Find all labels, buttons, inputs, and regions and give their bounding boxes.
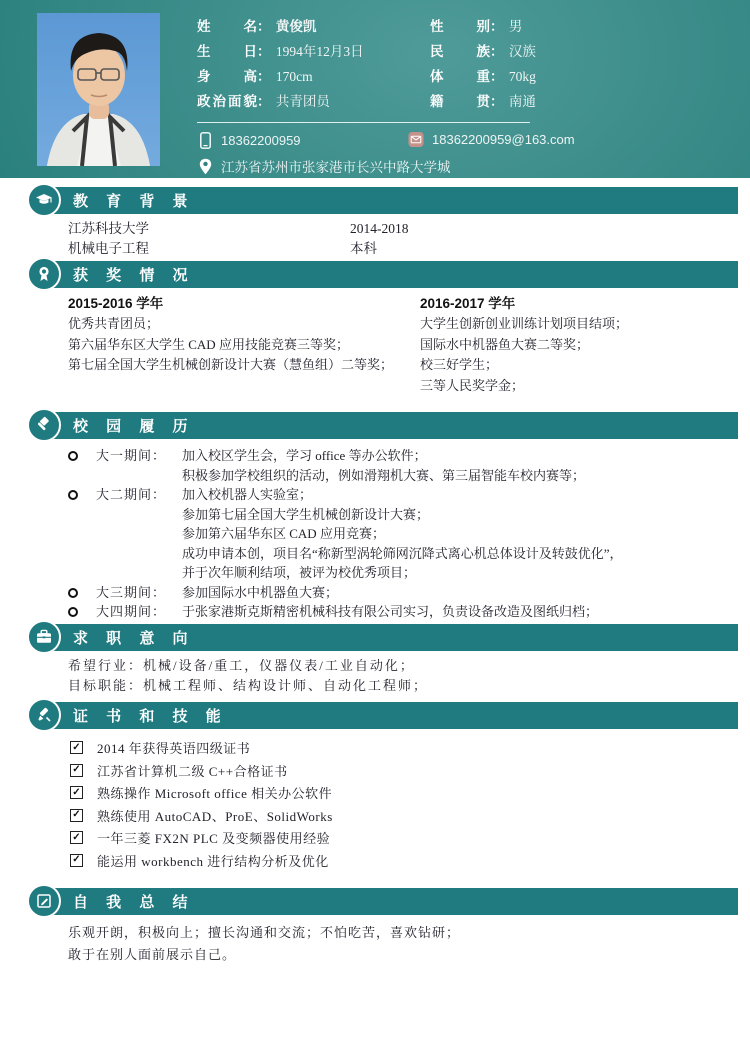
field-weight: 体重： 70kg <box>430 64 730 89</box>
field-political-status: 政治面貌： 共青团员 <box>197 89 430 114</box>
skills-list <box>70 737 750 872</box>
field-label: 政治面貌 <box>197 94 257 109</box>
campus-line: 并于次年顺利结项，被评为校优秀项目； <box>182 565 417 580</box>
major-name: 机械电子工程 <box>68 241 149 256</box>
header-divider <box>197 122 530 123</box>
bullet-icon <box>68 485 96 583</box>
award-item: 校三好学生； <box>420 357 499 372</box>
campus-line: 积极参加学校组织的活动，例如滑翔机大赛、第三届智能车校内赛等； <box>182 467 586 483</box>
contact-row-1 <box>197 131 737 149</box>
awards-year-1 <box>68 294 420 396</box>
skill-text: 江苏省计算机二级 C++合格证书 <box>97 763 288 779</box>
field-label: 体重 <box>430 69 490 84</box>
pen-icon <box>27 698 61 732</box>
checkbox-checked-icon: ✓ <box>70 831 83 844</box>
campus-lines <box>182 583 750 603</box>
summary-line: 敢于在别人面前展示自己。 <box>68 946 237 962</box>
location-pin-icon <box>197 158 213 174</box>
degree: 本科 <box>350 241 377 256</box>
campus-period: 大一期间： <box>96 448 167 463</box>
field-label: 籍贯 <box>430 94 490 109</box>
campus-line: 加入校区学生会，学习 office 等办公软件； <box>182 448 427 463</box>
awards-columns <box>68 294 750 396</box>
field-label: 性别 <box>430 19 490 34</box>
field-height: 身高： 170cm <box>197 64 430 89</box>
awards-bar <box>45 261 738 288</box>
graduation-cap-icon <box>27 183 61 217</box>
campus-line: 于张家港斯克斯精密机械科技有限公司实习，负责设备改造及图纸归档； <box>182 604 599 619</box>
campus-lines <box>182 485 750 583</box>
header-banner <box>0 0 750 178</box>
job-intention-block <box>68 656 750 697</box>
award-item: 优秀共青团员； <box>68 316 160 331</box>
section-header-summary <box>45 888 738 915</box>
campus-entry <box>68 446 750 485</box>
section-title: 校 园 履 历 <box>73 418 195 435</box>
education-bar <box>45 187 738 214</box>
phone-number: 18362200959 <box>221 132 301 148</box>
checkbox-checked-icon: ✓ <box>70 809 83 822</box>
field-hometown: 籍贯： 南通 <box>430 89 730 114</box>
portrait-photo-graphic <box>37 13 160 166</box>
field-ethnicity: 民族： 汉族 <box>430 39 730 64</box>
briefcase-icon <box>27 620 61 654</box>
field-name: 姓名： 黄俊凯 <box>197 14 430 39</box>
skill-text: 能运用 workbench 进行结构分析及优化 <box>97 853 329 869</box>
campus-period: 大二期间： <box>96 487 167 502</box>
field-value: 男 <box>508 19 523 34</box>
award-item: 第七届全国大学生机械创新设计大赛（慧鱼组）二等奖； <box>68 357 394 372</box>
campus-period: 大三期间： <box>96 584 167 600</box>
gavel-icon <box>27 408 61 442</box>
checkbox-checked-icon: ✓ <box>70 741 83 754</box>
notepad-icon <box>27 884 61 918</box>
campus-entry <box>68 583 750 603</box>
field-value: 黄俊凯 <box>275 19 317 34</box>
checkbox-checked-icon: ✓ <box>70 854 83 867</box>
campus-bar <box>45 412 738 439</box>
field-value: 汉族 <box>508 44 536 59</box>
section-header-education <box>45 187 738 214</box>
medal-icon <box>27 257 61 291</box>
campus-list <box>68 446 750 622</box>
section-title: 教 育 背 景 <box>73 193 195 210</box>
id-photo <box>37 13 160 166</box>
campus-entry <box>68 485 750 583</box>
field-label: 身高 <box>197 69 257 84</box>
section-header-skills <box>45 702 738 729</box>
skills-bar <box>45 702 738 729</box>
skill-text: 熟练操作 Microsoft office 相关办公软件 <box>97 786 333 802</box>
award-item: 三等人民奖学金； <box>420 377 525 393</box>
section-header-campus <box>45 412 738 439</box>
checkbox-checked-icon: ✓ <box>70 786 83 799</box>
award-item: 国际水中机器鱼大赛二等奖； <box>420 336 590 352</box>
campus-line: 成功申请本创，项目名“称新型涡轮筛网沉降式离心机总体设计及转鼓优化”， <box>182 545 623 561</box>
field-value: 170cm <box>275 69 313 84</box>
campus-line: 加入校机器人实验室； <box>182 487 313 502</box>
info-column-left <box>197 14 430 114</box>
campus-line: 参加国际水中机器鱼大赛； <box>182 584 339 600</box>
field-label: 民族 <box>430 44 490 59</box>
phone-icon <box>197 132 213 148</box>
checkbox-checked-icon: ✓ <box>70 764 83 777</box>
award-year-heading: 2015-2016 学年 <box>68 296 164 311</box>
bullet-icon <box>68 583 96 603</box>
field-label: 生日 <box>197 44 257 59</box>
section-title: 求 职 意 向 <box>73 629 195 647</box>
skill-item <box>70 759 750 782</box>
job-bar <box>45 624 738 651</box>
personal-info <box>197 14 737 175</box>
field-value: 南通 <box>508 94 536 109</box>
skill-item <box>70 849 750 872</box>
section-title: 证 书 和 技 能 <box>73 707 228 725</box>
education-row <box>68 219 750 239</box>
field-birthday: 生日： 1994年12月3日 <box>197 39 430 64</box>
campus-period: 大四期间： <box>96 604 167 619</box>
award-item: 第六届华东区大学生 CAD 应用技能竞赛三等奖； <box>68 336 349 352</box>
skill-text: 熟练使用 AutoCAD、ProE、SolidWorks <box>97 808 333 824</box>
email-address: 18362200959@163.com <box>432 131 575 147</box>
skill-item <box>70 804 750 827</box>
skill-item <box>70 827 750 850</box>
bullet-icon <box>68 602 96 622</box>
email-icon <box>408 131 424 147</box>
section-title: 自 我 总 结 <box>73 893 195 911</box>
education-table <box>68 219 750 259</box>
school-years: 2014-2018 <box>350 221 409 236</box>
award-year-heading: 2016-2017 学年 <box>420 296 516 311</box>
campus-entry <box>68 602 750 622</box>
address: 江苏省苏州市张家港市长兴中路大学城 <box>221 160 451 175</box>
bullet-icon <box>68 446 96 485</box>
target-position: 目标职能：机械工程师、结构设计师、自动化工程师； <box>68 678 429 693</box>
field-value: 1994年12月3日 <box>275 44 364 59</box>
section-header-job-intention <box>45 624 738 651</box>
campus-line: 参加第七届全国大学生机械创新设计大赛； <box>182 506 430 522</box>
skill-text: 一年三菱 FX2N PLC 及变频器使用经验 <box>97 831 331 847</box>
award-item: 大学生创新创业训练计划项目结项； <box>420 316 629 331</box>
field-value: 共青团员 <box>275 94 330 109</box>
email-cell <box>408 131 575 147</box>
campus-lines <box>182 446 750 485</box>
field-value: 70kg <box>508 69 536 84</box>
campus-lines <box>182 602 750 622</box>
desired-industry: 希望行业：机械/设备/重工，仪器仪表/工业自动化； <box>68 657 415 673</box>
section-title: 获 奖 情 况 <box>73 267 195 284</box>
summary-bar <box>45 888 738 915</box>
campus-line: 参加第六届华东区 CAD 应用竞赛； <box>182 526 385 541</box>
education-row <box>68 239 750 259</box>
field-label: 姓名 <box>197 19 257 34</box>
skill-text: 2014 年获得英语四级证书 <box>97 741 251 757</box>
awards-year-2 <box>420 294 750 396</box>
skill-item <box>70 782 750 805</box>
summary-line: 乐观开朗，积极向上；擅长沟通和交流；不怕吃苦，喜欢钻研； <box>68 924 461 940</box>
skill-item <box>70 737 750 760</box>
info-column-right <box>430 14 730 114</box>
self-summary-block <box>68 922 750 966</box>
contact-row-2 <box>197 157 737 175</box>
school-name: 江苏科技大学 <box>68 221 149 236</box>
section-header-awards <box>45 261 738 288</box>
field-gender: 性别： 男 <box>430 14 730 39</box>
